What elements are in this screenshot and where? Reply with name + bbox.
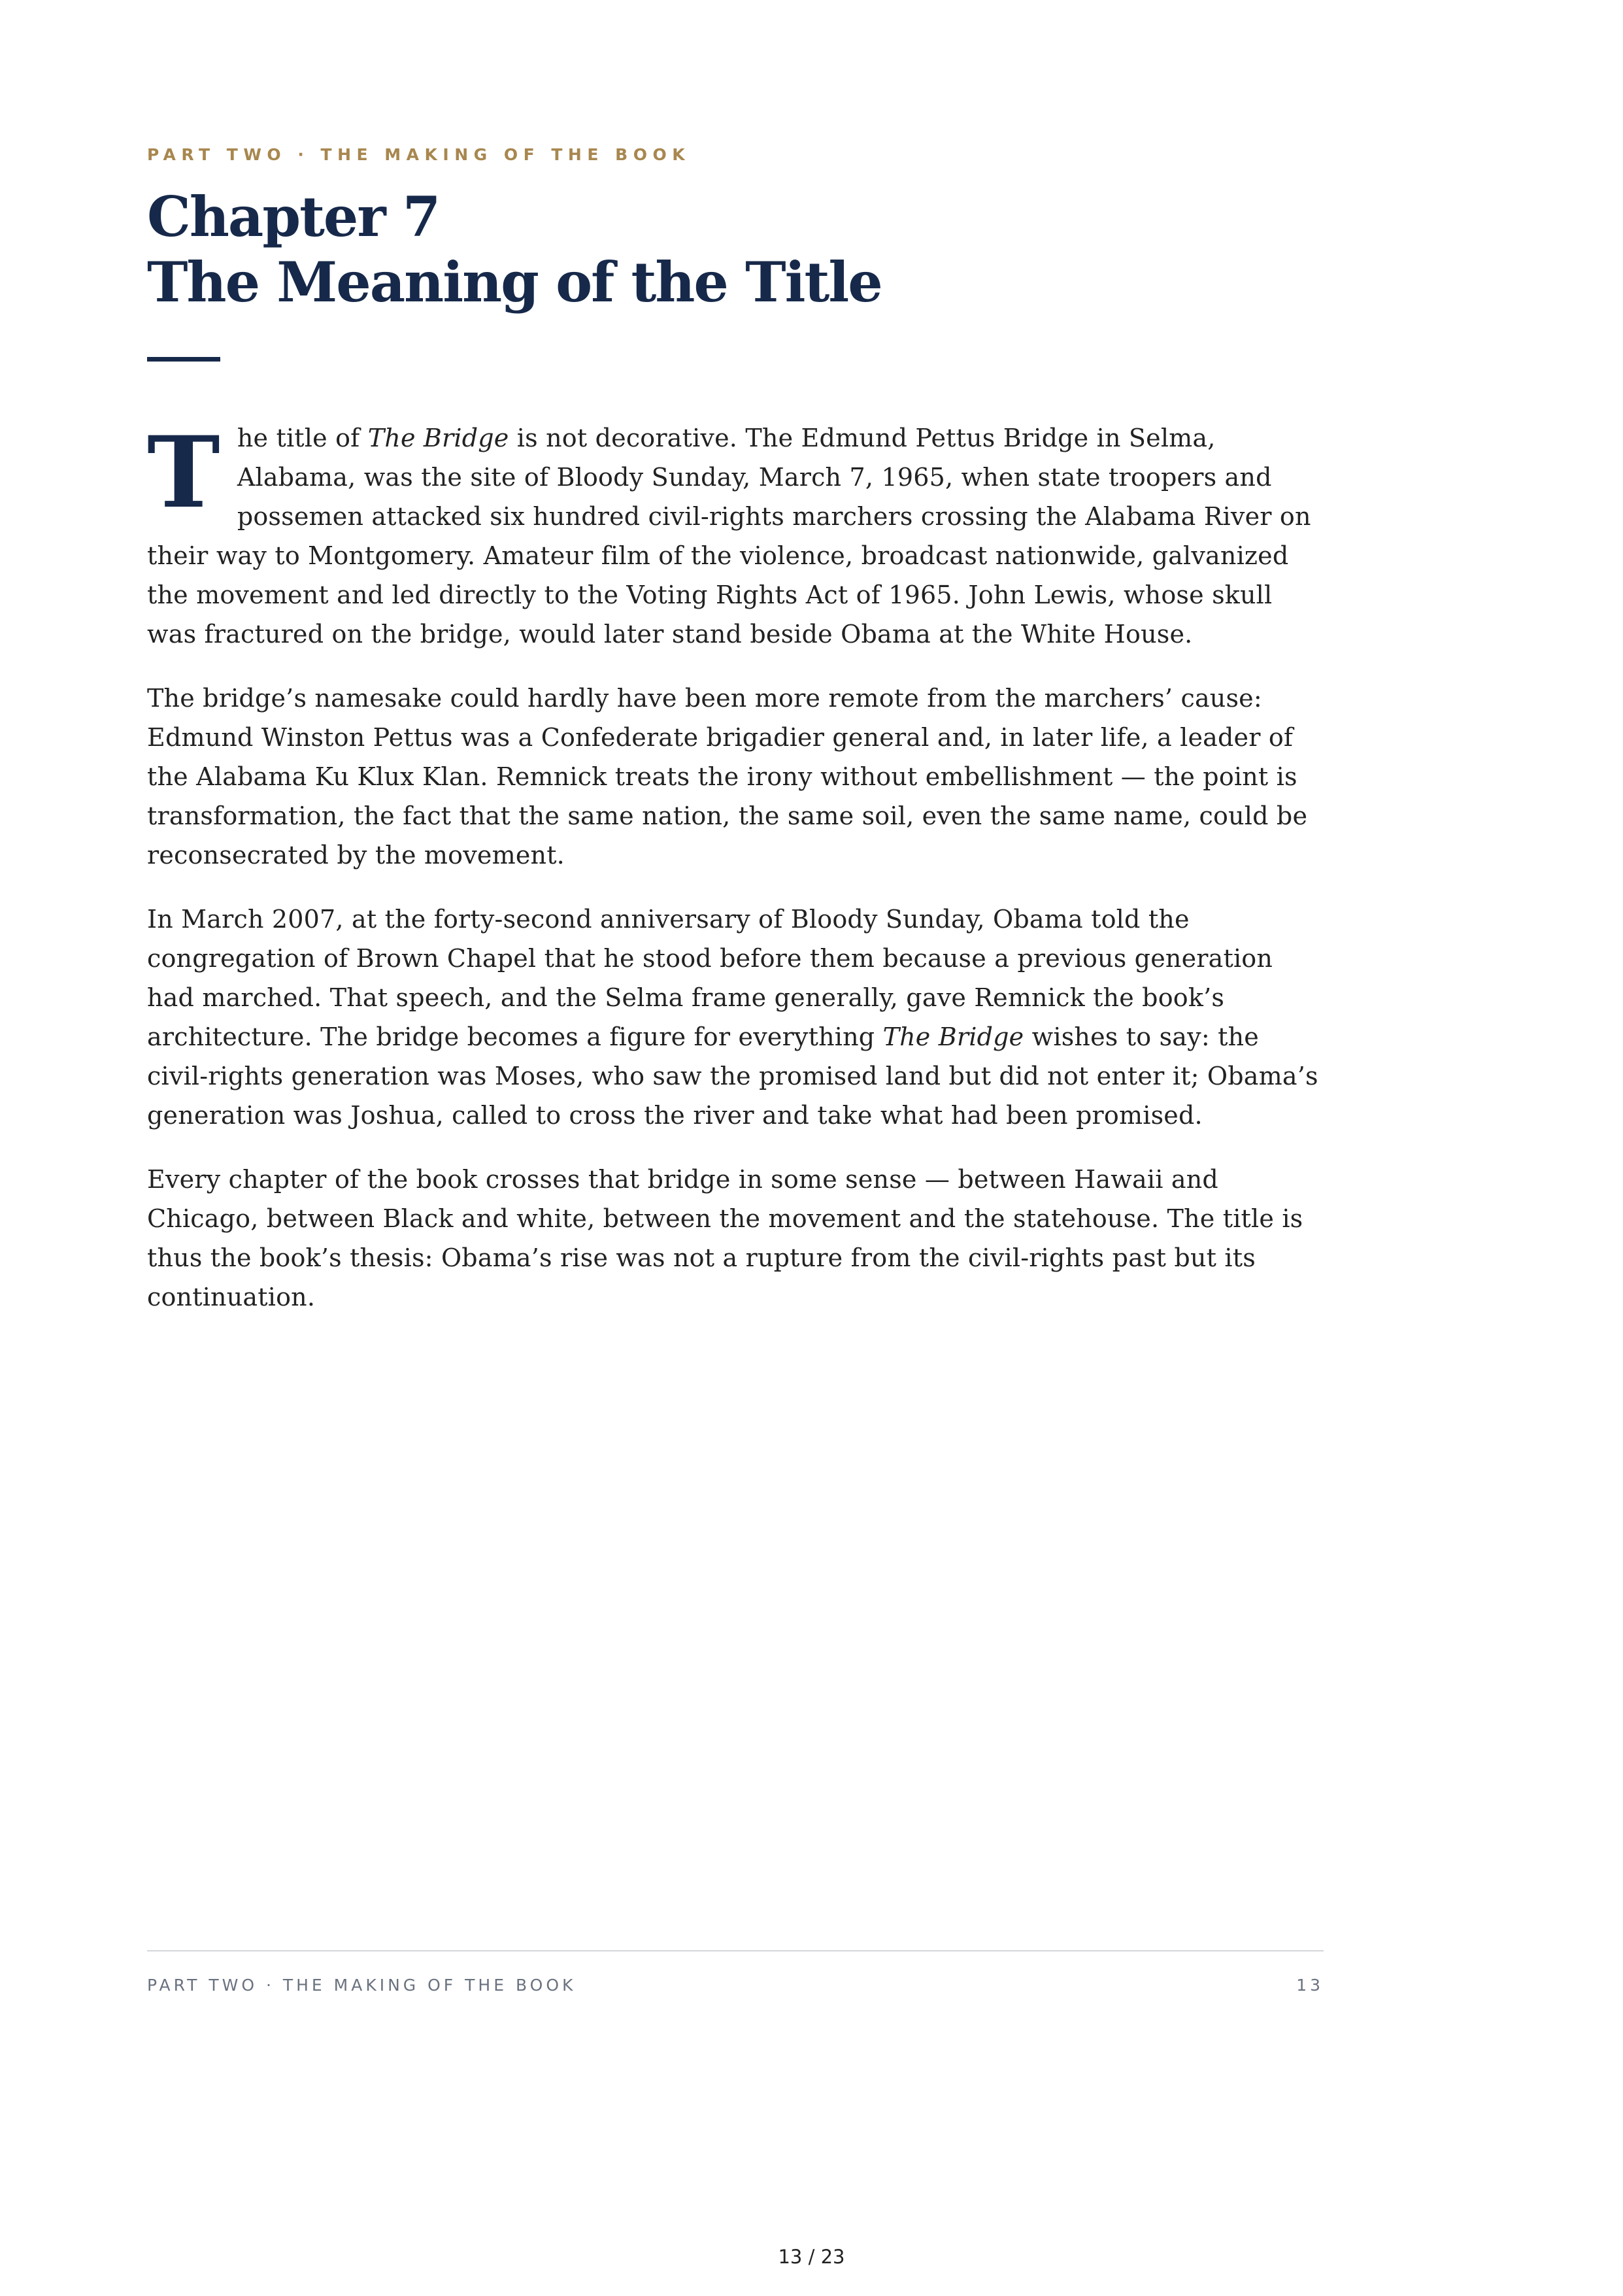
paragraph-3 — [147, 900, 1324, 1135]
heading-accent-rule — [147, 357, 220, 362]
chapter-number: Chapter 7 — [147, 184, 440, 249]
viewer-page-indicator: 13 / 23 — [778, 2246, 845, 2268]
book-title-italic: The Bridge — [367, 424, 509, 452]
paragraph-4: Every chapter of the book crosses that bridge in some sense — between Hawaii and Chicago, between Black and white, between the movement and the statehouse. The title is thus the book’s thesis: Obama’s rise was not a rupture from the civil-rights past but its continuation. — [147, 1165, 1303, 1311]
book-title-italic: The Bridge — [882, 1022, 1024, 1051]
footer-running-head: PART TWO · THE MAKING OF THE BOOK — [147, 1976, 577, 1995]
chapter-heading — [147, 184, 882, 315]
chapter-body — [147, 415, 1324, 1342]
paragraph-1-text-a: he title of — [237, 424, 368, 452]
paragraph-2: The bridge’s namesake could hardly have been more remote from the marchers’ cause: Edmund Winston Pettus was a Confederate brigadier general and, in later life, a leader of the Alabama Ku Klux Klan. Remnick treats the irony without embellishment — the point is transformation, the fact that the same nation, the same soil, even the same name, could be reconsecrated by the movement. — [147, 684, 1308, 869]
drop-cap: T — [147, 415, 220, 530]
chapter-title: The Meaning of the Title — [147, 250, 882, 314]
paragraph-3-text-a: In March 2007, at the forty-second anniversary of Bloody Sunday, Obama told the congregation of Brown Chapel that he stood before them because a previous generation had marched. That speech, and the Selma frame generally, gave Remnick the book’s architecture. The bridge becomes a figure for everything — [147, 905, 1273, 1051]
paragraph-3-text-b: wishes to say: the civil-rights generation was Moses, who saw the promised land but did not enter it; Obama’s generation was Joshua, called to cross the river and take what had been promised. — [147, 1022, 1318, 1130]
paragraph-1-text-b: is not decorative. The Edmund Pettus Bridge in Selma, Alabama, was the site of Bloody Sunday, March 7, 1965, when state troopers and possemen attacked six hundred civil-rights marchers crossing the Alabama River on their way to Montgomery. Amateur film of the violence, broadcast nationwide, galvanized the movement and led directly to the Voting Rights Act of 1965. John Lewis, whose skull was fractured on the bridge, would later stand beside Obama at the White House. — [147, 424, 1311, 649]
paragraph-1 — [147, 415, 1324, 654]
part-kicker: PART TWO · THE MAKING OF THE BOOK — [147, 145, 691, 164]
footer-page-number: 13 — [1296, 1976, 1324, 1995]
footer-divider — [147, 1950, 1324, 1951]
